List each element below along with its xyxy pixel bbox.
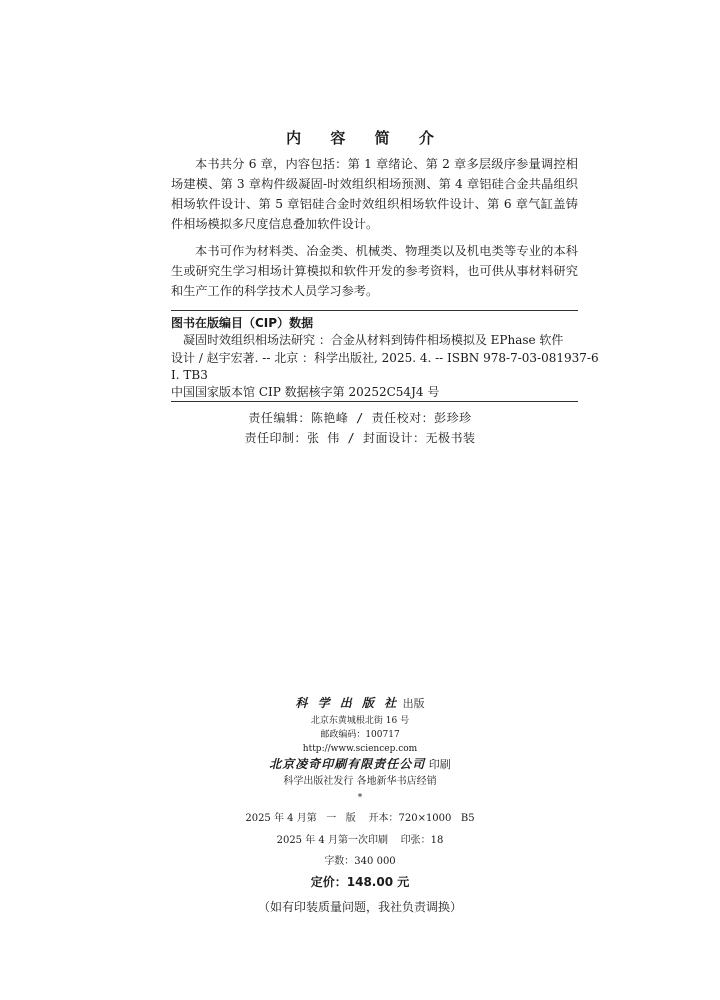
- cip-line-3: Ⅰ. TB3: [171, 368, 208, 382]
- summary-paragraph-1: 本书共分 6 章，内容包括：第 1 章绪论、第 2 章多层级序参量调控相场建模、第 3 章构件级凝固-时效组织相场预测、第 4 章铝硅合金共晶组织相场软件设计、第 5 章铝硅合金时效组织相场软件设计、第 6 章气缸盖铸件相场模拟多尺度信息叠加软件设计。: [171, 157, 578, 231]
- publisher-website: http://www.sciencep.com: [302, 744, 418, 754]
- word-count: 字数：340 000: [324, 856, 396, 867]
- publisher-name-suffix: 出版: [402, 697, 425, 710]
- publisher-address: 北京东黄城根北街 16 号: [310, 716, 410, 726]
- quality-notice: （如有印装质量问题，我社负责调换）: [257, 900, 462, 914]
- publisher-postcode: 邮政编码：100717: [320, 730, 400, 740]
- price: 定价：148.00 元: [310, 875, 410, 889]
- staff-line-1: 责任编辑：陈艳峰 / 责任校对：彭珍珍: [248, 411, 472, 425]
- separator-star: *: [357, 793, 363, 803]
- edition-line-2: 2025 年 4 月第一次印刷 印张：18: [276, 835, 444, 846]
- summary-paragraph-2: 本书可作为材料类、冶金类、机械类、物理类以及机电类等专业的本科生或研究生学习相场计算模拟和软件开发的参考资料，也可供从事材料研究和生产工作的科学技术人员学习参考。: [171, 244, 578, 298]
- summary-title: 内 容 简 介: [286, 129, 446, 147]
- cip-bottom-rule: [171, 401, 578, 402]
- printer-name: 北京凌奇印刷有限责任公司: [269, 757, 426, 771]
- cip-heading: 图书在版编目（CIP）数据: [171, 316, 314, 330]
- staff-line-2: 责任印制：张 伟 / 封面设计：无极书装: [244, 431, 476, 445]
- cip-line-2: 设计 / 赵宇宏著. -- 北京 ：科学出版社, 2025. 4. -- ISBN 978-7-03-081937-6: [171, 351, 599, 365]
- cip-line-4: 中国国家版本馆 CIP 数据核字第 20252C54J4 号: [171, 385, 440, 399]
- edition-line-1: 2025 年 4 月第 一 版 开本：720×1000 B5: [245, 813, 475, 824]
- printer-line: [0, 755, 720, 774]
- cip-top-rule: [171, 310, 578, 311]
- printer-suffix: 印刷: [428, 758, 451, 771]
- cip-line-1: 凝固时效组织相场法研究 ：合金从材料到铸件相场模拟及 EPhase 软件: [183, 333, 564, 347]
- publisher-name-line: [0, 694, 720, 713]
- publisher-name: 科 学 出 版 社: [295, 696, 400, 710]
- distribution-line: 科学出版社发行 各地新华书店经销: [283, 776, 437, 787]
